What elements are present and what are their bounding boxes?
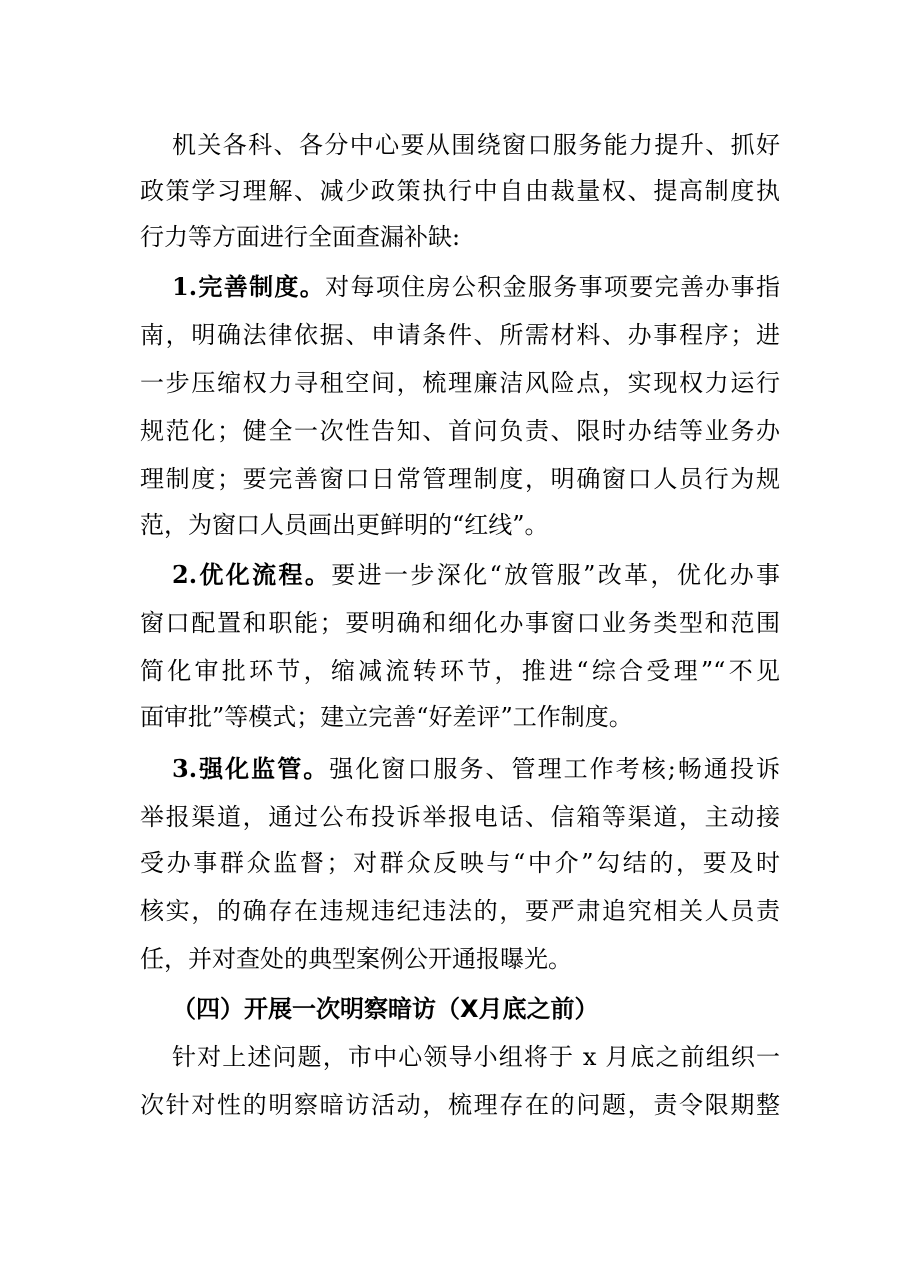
item1-title: 1.完善制度。 (172, 272, 326, 301)
item2-line-3: 简化审批环节，缩减流转环节，推进“综合受理”“不见 (140, 657, 780, 685)
item1-line-4: 规范化；健全一次性告知、首问负责、限时办结等业务办 (140, 417, 780, 445)
section4-heading: （四）开展一次明察暗访（X月底之前） (172, 995, 599, 1023)
item1-line-2: 南，明确法律依据、申请条件、所需材料、办事程序；进 (140, 321, 780, 349)
item2-first-line-text: 要进一步深化“放管服”改革，优化办事 (331, 561, 780, 589)
intro-line-1: 机关各科、各分中心要从围绕窗口服务能力提升、抓好 (172, 131, 780, 159)
intro-line-3: 行力等方面进行全面查漏补缺: (140, 223, 461, 251)
item3-line-2: 举报渠道，通过公布投诉举报电话、信箱等渠道，主动接 (140, 803, 780, 831)
item1-line-6: 范，为窗口人员画出更鲜明的“红线”。 (140, 511, 549, 539)
item3-line-4: 核实，的确存在违规违纪违法的，要严肃追究相关人员责 (140, 897, 780, 925)
item2-line-2: 窗口配置和职能；要明确和细化办事窗口业务类型和范围 (140, 609, 780, 637)
section4-line-2: 次针对性的明察暗访活动，梳理存在的问题，责令限期整 (140, 1091, 780, 1119)
item1-first-line-text: 对每项住房公积金服务事项要完善办事指 (325, 273, 780, 301)
item3-first-line-text: 强化窗口服务、管理工作考核;畅通投诉 (329, 755, 780, 783)
item3-first-line (172, 754, 780, 784)
item1-line-3: 一步压缩权力寻租空间，梳理廉洁风险点，实现权力运行 (140, 369, 780, 397)
item3-line-5: 任，并对查处的典型案例公开通报曝光。 (140, 945, 572, 973)
item2-line-4: 面审批”等模式；建立完善“好差评”工作制度。 (140, 703, 633, 731)
section4-line-1: 针对上述问题，市中心领导小组将于 x 月底之前组织一 (172, 1043, 780, 1071)
item2-first-line (172, 560, 780, 590)
item3-title: 3.强化监管。 (172, 754, 330, 783)
item1-line-5: 理制度；要完善窗口日常管理制度，明确窗口人员行为规 (140, 465, 780, 493)
item3-line-3: 受办事群众监督；对群众反映与“中介”勾结的，要及时 (140, 849, 780, 877)
item1-first-line (172, 272, 780, 302)
intro-line-2: 政策学习理解、减少政策执行中自由裁量权、提高制度执 (140, 177, 780, 205)
item2-title: 2.优化流程。 (172, 560, 332, 589)
